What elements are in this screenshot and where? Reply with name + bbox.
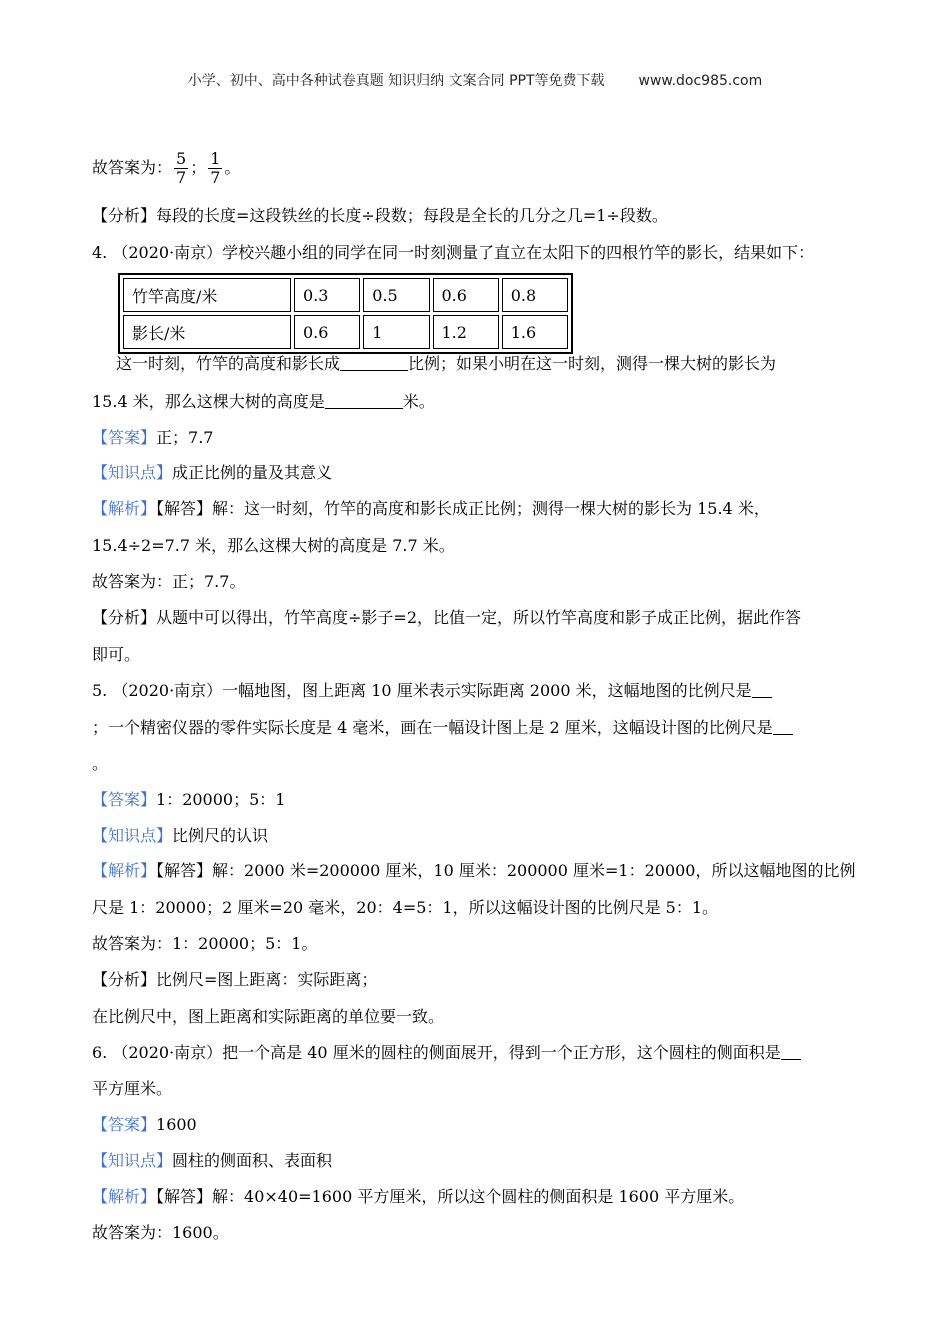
- answer-blank[interactable]: [773, 718, 793, 735]
- q5-solution-line2: 尺是 1：20000；2 厘米=20 毫米，20：4=5：1，所以这幅设计图的比例尺是 5：1。: [92, 898, 719, 917]
- q4-title: 4. （2020·南京）学校兴趣小组的同学在同一时刻测量了直立在太阳下的四根竹竿的影长，结果如下：: [92, 243, 815, 262]
- q5-line2: ；一个精密仪器的零件实际长度是 4 毫米，画在一幅设计图上是 2 厘米，这幅设计图的比例尺是: [92, 717, 793, 739]
- q5-answer: 【答案】1：20000；5：1: [92, 790, 286, 809]
- bamboo-shadow-table: [118, 273, 573, 354]
- q4-question-line2: 15.4 米，那么这棵大树的高度是 米。: [92, 392, 435, 411]
- header-url[interactable]: www.doc985.com: [638, 73, 763, 89]
- q5-analysis-line1: 【分析】比例尺=图上距离：实际距离；: [92, 970, 378, 989]
- q5-solution-line1: 【解析】【解答】解：2000 米=200000 厘米，10 厘米：200000 厘米=1：20000，所以这幅地图的比例: [92, 861, 856, 880]
- q4-analysis-line2: 即可。: [92, 645, 141, 664]
- q6-final: 故答案为：1600。: [92, 1223, 229, 1242]
- q4-final: 故答案为：正；7.7。: [92, 572, 246, 591]
- top-answer-line: 故答案为： $\frac{5}{7}$ ； $\frac{1}{7}$ 。: [92, 149, 241, 187]
- q5-final: 故答案为：1：20000；5：1。: [92, 934, 318, 953]
- q6-knowledge-point: 【知识点】圆柱的侧面积、表面积: [92, 1151, 333, 1170]
- table-row: 竹竿高度/米 0.3 0.5 0.6 0.8: [123, 278, 568, 312]
- q5-line1: 5. （2020·南京）一幅地图，图上距离 10 厘米表示实际距离 2000 米，这幅地图的比例尺是: [92, 680, 772, 702]
- q4-knowledge-point: 【知识点】成正比例的量及其意义: [92, 463, 333, 482]
- fraction-5-7: $\frac{5}{7}$: [176, 149, 187, 187]
- q5-knowledge-point: 【知识点】比例尺的认识: [92, 826, 269, 845]
- q4-answer: 【答案】正；7.7: [92, 428, 214, 447]
- q4-question-line1: 这一时刻，竹竿的高度和影长成 比例；如果小明在这一时刻，测得一棵大树的影长为: [116, 354, 777, 373]
- top-analysis: 【分析】每段的长度=这段铁丝的长度÷段数；每段是全长的几分之几=1÷段数。: [92, 206, 668, 225]
- q6-line2: 平方厘米。: [92, 1079, 173, 1098]
- q5-analysis-line2: 在比例尺中，图上距离和实际距离的单位要一致。: [92, 1007, 445, 1026]
- fraction-1-7: $\frac{1}{7}$: [210, 149, 221, 187]
- answer-blank[interactable]: [340, 354, 408, 371]
- answer-blank[interactable]: [781, 1043, 801, 1060]
- answer-blank[interactable]: [752, 681, 772, 698]
- q6-line1: 6. （2020·南京）把一个高是 40 厘米的圆柱的侧面展开，得到一个正方形，这个圆柱的侧面积是: [92, 1042, 801, 1064]
- q5-line3: 。: [92, 754, 109, 773]
- q4-solution-line2: 15.4÷2=7.7 米，那么这棵大树的高度是 7.7 米。: [92, 536, 455, 555]
- q4-solution-line1: 【解析】【解答】解：这一时刻，竹竿的高度和影长成正比例；测得一棵大树的影长为 15.4 米，: [92, 499, 770, 518]
- page-header: [0, 70, 950, 90]
- answer-blank[interactable]: [325, 392, 403, 409]
- header-text: 小学、初中、高中各种试卷真题 知识归纳 文案合同 PPT等免费下载: [187, 73, 605, 89]
- q6-answer: 【答案】1600: [92, 1115, 197, 1134]
- q6-solution: 【解析】【解答】解：40×40=1600 平方厘米，所以这个圆柱的侧面积是 1600 平方厘米。: [92, 1187, 745, 1206]
- table-row: 影长/米 0.6 1 1.2 1.6: [123, 315, 568, 349]
- q4-analysis-line1: 【分析】从题中可以得出，竹竿高度÷影子=2，比值一定，所以竹竿高度和影子成正比例，据此作答: [92, 608, 802, 627]
